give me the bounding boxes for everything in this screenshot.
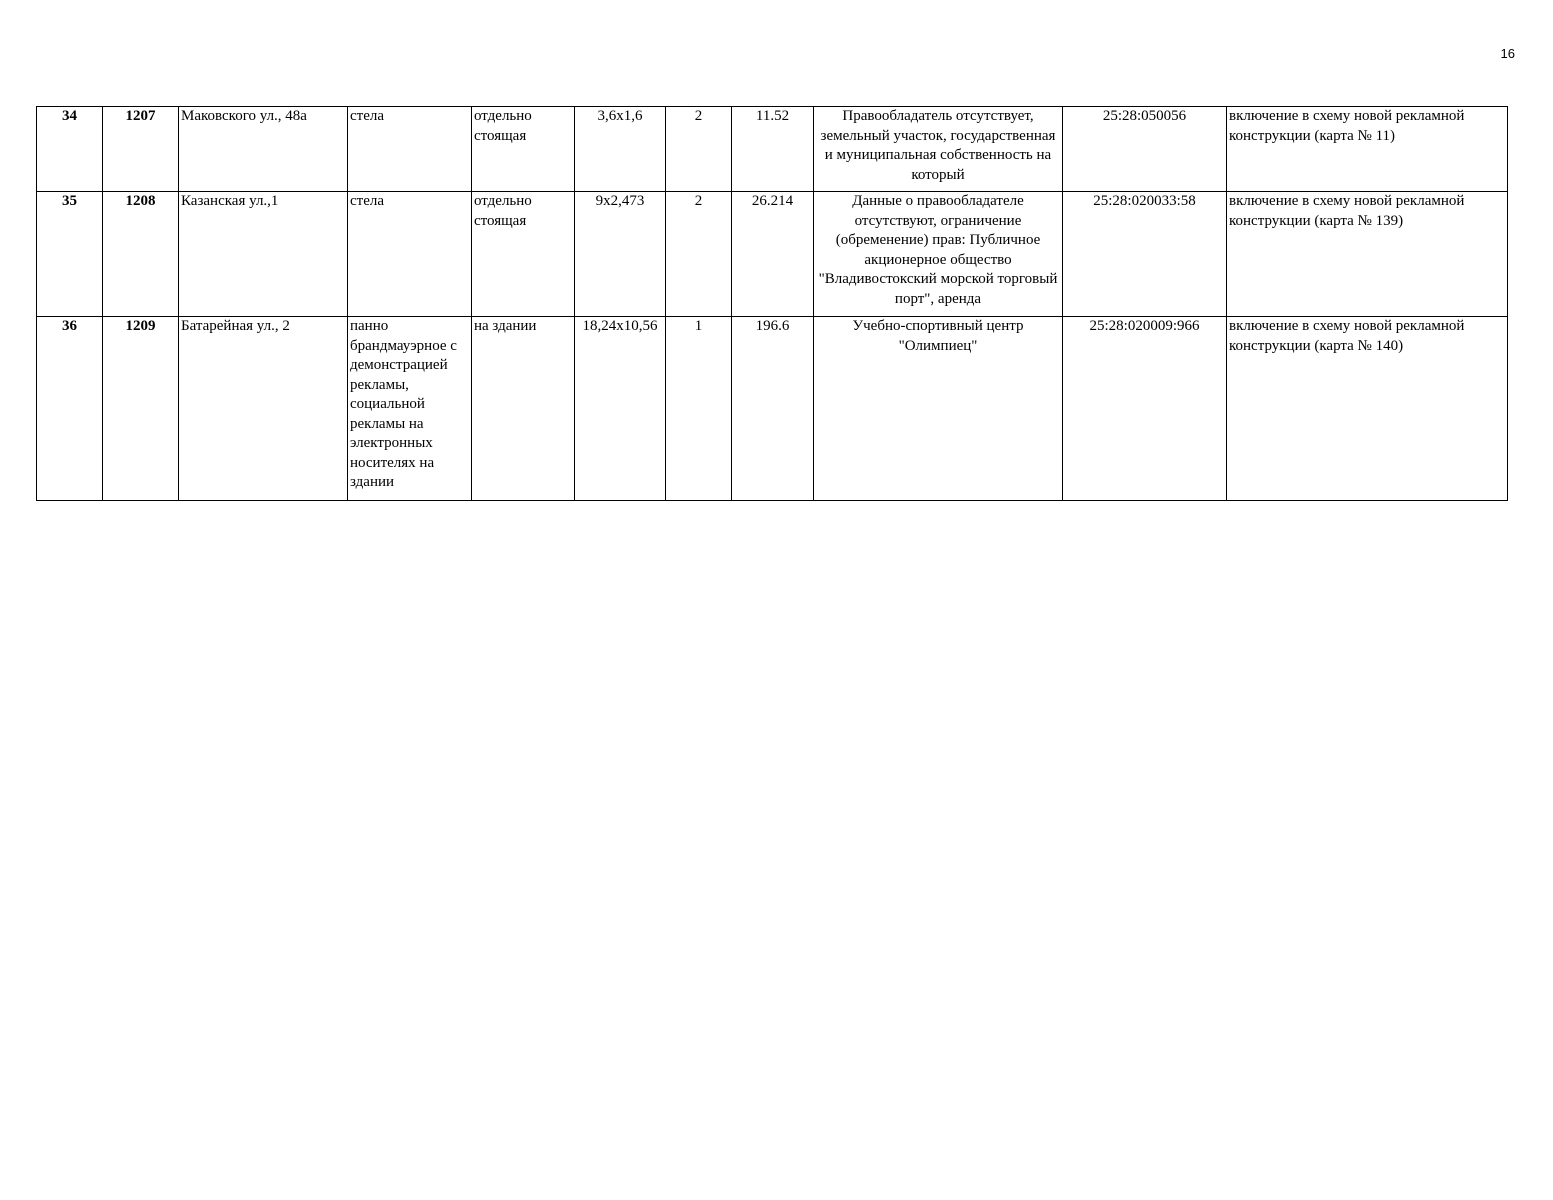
sides-cell: 2: [666, 192, 732, 317]
area-cell: 11.52: [732, 107, 814, 192]
row-number-cell: 34: [37, 107, 103, 192]
size-cell: 9х2,473: [575, 192, 666, 317]
placement-cell: отдельно стоящая: [472, 107, 575, 192]
table-row: [37, 192, 1508, 317]
note-cell: включение в схему новой рекламной конструкции (карта № 139): [1227, 192, 1508, 317]
owner-cell: Учебно-спортивный центр "Олимпиец": [814, 317, 1063, 501]
table-row: [37, 317, 1508, 501]
sides-cell: 1: [666, 317, 732, 501]
owner-cell: Данные о правообладателе отсутствуют, ограничение (обременение) прав: Публичное акционерное общество "Владивостокский морской торговый порт", аренда: [814, 192, 1063, 317]
placement-cell: на здании: [472, 317, 575, 501]
size-cell: 3,6х1,6: [575, 107, 666, 192]
registry-number-cell: 1208: [103, 192, 179, 317]
cadastral-number-cell: 25:28:020033:58: [1063, 192, 1227, 317]
address-cell: Батарейная ул., 2: [179, 317, 348, 501]
structure-type-cell: стела: [348, 107, 472, 192]
sides-cell: 2: [666, 107, 732, 192]
page-number: 16: [1500, 46, 1515, 61]
registry-number-cell: 1209: [103, 317, 179, 501]
area-cell: 26.214: [732, 192, 814, 317]
structure-type-cell: панно брандмауэрное с демонстрацией рекламы, социальной рекламы на электронных носителях на здании: [348, 317, 472, 501]
note-cell: включение в схему новой рекламной конструкции (карта № 11): [1227, 107, 1508, 192]
row-number-cell: 36: [37, 317, 103, 501]
note-cell: включение в схему новой рекламной конструкции (карта № 140): [1227, 317, 1508, 501]
size-cell: 18,24х10,56: [575, 317, 666, 501]
cadastral-number-cell: 25:28:020009:966: [1063, 317, 1227, 501]
area-cell: 196.6: [732, 317, 814, 501]
address-cell: Казанская ул.,1: [179, 192, 348, 317]
registry-number-cell: 1207: [103, 107, 179, 192]
cadastral-number-cell: 25:28:050056: [1063, 107, 1227, 192]
advertising-structures-table: [36, 106, 1508, 501]
table-row: [37, 107, 1508, 192]
owner-cell: Правообладатель отсутствует, земельный участок, государственная и муниципальная собственность на который: [814, 107, 1063, 192]
address-cell: Маковского ул., 48а: [179, 107, 348, 192]
structure-type-cell: стела: [348, 192, 472, 317]
placement-cell: отдельно стоящая: [472, 192, 575, 317]
row-number-cell: 35: [37, 192, 103, 317]
